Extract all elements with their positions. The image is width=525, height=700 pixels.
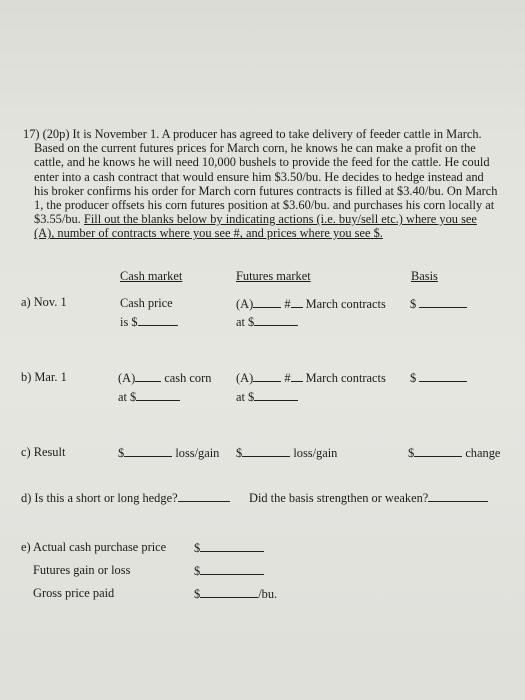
problem-line: cattle, and he knows he will need 10,000 bushels to provide the feed for the cattle. He could (34, 155, 490, 170)
futures-action-field[interactable]: (A) # March contracts (236, 371, 386, 385)
futures-result-field[interactable]: $ loss/gain (236, 446, 338, 460)
header-basis: Basis (411, 269, 438, 283)
futures-action-field[interactable]: (A) # March contracts (236, 297, 386, 311)
instruction-text: Fill out the blanks below by indicating actions (i.e. buy/sell etc.) where you see (83, 212, 477, 227)
header-cash-market: Cash market (120, 269, 183, 283)
problem-statement (23, 127, 515, 241)
cash-action-field[interactable]: (A) cash corn (118, 371, 212, 385)
price-text: $3.55/bu. (34, 212, 84, 227)
cash-result-field[interactable]: $ loss/gain (118, 446, 220, 460)
basis-field[interactable]: $ (410, 296, 467, 311)
row-c-label: c) Result (21, 445, 66, 459)
problem-line: Based on the current futures prices for March corn, he knows he can make a profit on the (34, 141, 476, 156)
problem-instructions-end (23, 226, 515, 240)
problem-line: enter into a cash contract that would ensure him $3.50/bu. He decides to hedge instead and (34, 169, 484, 184)
basis-change-field[interactable]: $ change (408, 446, 501, 460)
futures-gain-loss-field[interactable]: $ (194, 563, 264, 578)
row-a-label: a) Nov. 1 (21, 295, 67, 309)
cash-price-field[interactable]: at $ (118, 389, 180, 404)
futures-gain-loss-label: Futures gain or loss (33, 563, 131, 577)
actual-cash-price-field[interactable]: $ (194, 540, 264, 555)
header-futures-market: Futures market (236, 269, 311, 283)
problem-line: his broker confirms his order for March corn futures contracts is filled at $3.40/bu. On March (34, 183, 498, 198)
cash-price-field[interactable]: is $ (120, 314, 178, 329)
basis-direction-field[interactable]: Did the basis strengthen or weaken? (249, 490, 488, 505)
problem-instructions (23, 212, 515, 226)
problem-line: 17) (20p) It is November 1. A producer has agreed to take delivery of feeder cattle in March. (23, 127, 482, 141)
cash-price-label: Cash price (120, 296, 173, 310)
hedge-type-field[interactable]: d) Is this a short or long hedge? (21, 490, 230, 505)
futures-price-field[interactable]: at $ (236, 314, 298, 329)
instruction-text: (A), number of contracts where you see #, and prices where you see $. (34, 226, 383, 241)
futures-price-field[interactable]: at $ (236, 389, 298, 404)
actual-cash-price-label: e) Actual cash purchase price (21, 540, 167, 554)
basis-field[interactable]: $ (410, 370, 467, 385)
row-b-label: b) Mar. 1 (21, 370, 67, 384)
gross-price-label: Gross price paid (33, 586, 115, 600)
problem-line: 1, the producer offsets his corn futures position at $3.60/bu. and purchases his corn locally at (34, 198, 495, 213)
gross-price-field[interactable]: $ /bu. (194, 587, 278, 601)
